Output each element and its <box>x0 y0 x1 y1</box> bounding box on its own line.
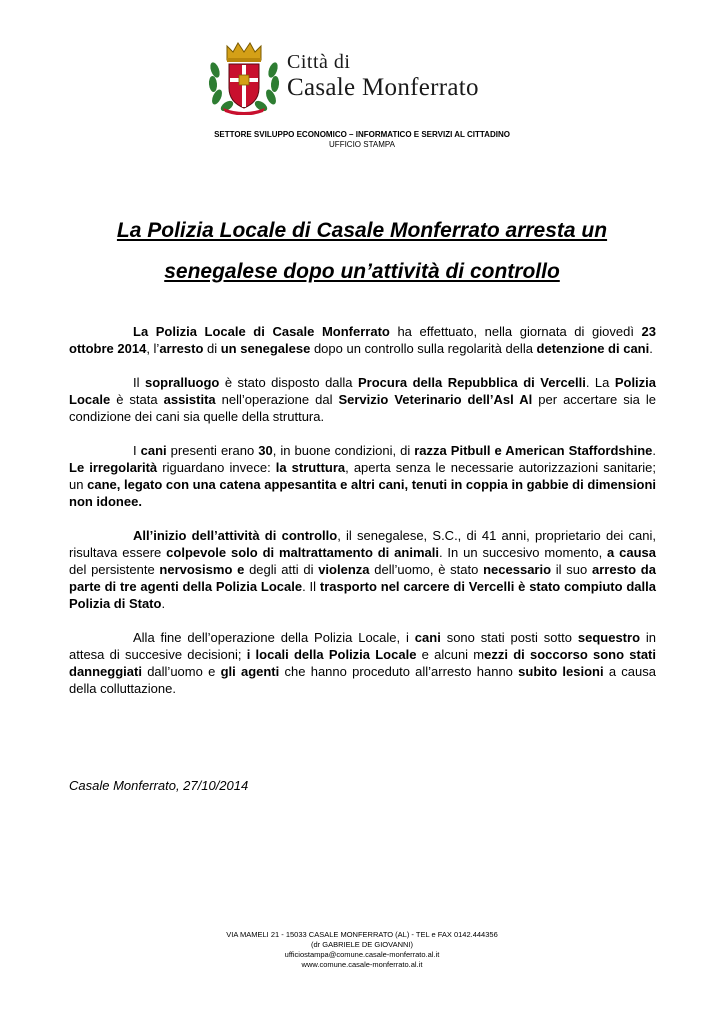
text-run: è stato disposto dalla <box>219 375 359 390</box>
footer-email: ufficiostampa@comune.casale-monferrato.al.it <box>284 950 440 959</box>
footer-address: VIA MAMELI 21 - 15033 CASALE MONFERRATO (AL) - TEL e FAX 0142.444356 <box>226 930 498 939</box>
place-date: Casale Monferrato, 27/10/2014 <box>69 778 249 793</box>
logo-line2: Casale Monferrato <box>287 74 479 101</box>
bold-text: cane, legato con una catena appesantita e altri cani, tenuti in coppia in gabbie di dimensioni non idonee. <box>69 477 656 509</box>
press-release-title <box>60 210 664 292</box>
bold-text: All’inizio dell’attività di controllo <box>133 528 338 543</box>
bold-text: arresto <box>159 341 204 356</box>
text-run: nell’operazione dal <box>215 392 339 407</box>
footer <box>0 930 724 970</box>
bold-text: nervosismo e <box>159 562 245 577</box>
text-run: in attesa di succesive decisioni; <box>69 630 657 662</box>
bold-text: razza Pitbull e American Staffordshine <box>414 443 653 458</box>
text-run: dall’uomo e <box>141 664 221 679</box>
text-run: presenti erano <box>166 443 259 458</box>
body-paragraph <box>69 527 656 612</box>
office-name: UFFICIO STAMPA <box>329 140 395 149</box>
bold-text: colpevole solo di maltrattamento di animali <box>166 545 439 560</box>
text-run: degli atti di <box>244 562 319 577</box>
text-run: . <box>652 443 656 458</box>
text-run: , l’ <box>146 341 160 356</box>
bold-text: necessario <box>483 562 552 577</box>
coat-of-arms-icon <box>205 40 283 115</box>
text-run: . La <box>585 375 615 390</box>
bold-text: 30 <box>258 443 273 458</box>
text-run: . <box>649 341 653 356</box>
text-run: a causa della colluttazione. <box>69 664 656 696</box>
text-run: . Il <box>302 579 320 594</box>
footer-website: www.comune.casale-monferrato.al.it <box>301 960 423 969</box>
footer-contact-person: (dr GABRIELE DE GIOVANNI) <box>311 940 413 949</box>
text-run: il suo <box>551 562 592 577</box>
text-run: . In un succesivo momento, <box>438 545 608 560</box>
bold-text: ezzi di soccorso sono stati danneggiati <box>69 647 656 679</box>
bold-text: Servizio Veterinario dell’Asl Al <box>338 392 533 407</box>
bold-text: cani <box>414 630 441 645</box>
bold-text: i locali della Polizia Locale <box>246 647 417 662</box>
bold-text: 23 ottobre 2014 <box>69 324 657 356</box>
department-name: SETTORE SVILUPPO ECONOMICO – INFORMATICO E SERVIZI AL CITTADINO <box>214 130 510 139</box>
body-paragraph <box>69 323 656 357</box>
text-run: del persistente <box>69 562 160 577</box>
bold-text: violenza <box>318 562 370 577</box>
bold-text: sequestro <box>577 630 641 645</box>
text-run: sono stati posti sotto <box>440 630 578 645</box>
bold-text: subito lesioni <box>518 664 604 679</box>
bold-text: a causa <box>607 545 656 560</box>
body-paragraph <box>69 374 656 425</box>
bold-text: cani <box>140 443 167 458</box>
text-run: e alcuni m <box>416 647 485 662</box>
title-line1: La Polizia Locale di Casale Monferrato arresta un <box>116 219 608 242</box>
text-run: è stata <box>110 392 164 407</box>
department-header <box>0 130 724 150</box>
bold-text: trasporto nel carcere di Vercelli è stato compiuto dalla Polizia di Stato <box>69 579 656 611</box>
bold-text: gli agenti <box>220 664 280 679</box>
bold-text: La Polizia Locale di Casale Monferrato <box>133 324 390 339</box>
bold-text: detenzione di cani <box>536 341 650 356</box>
bold-text: assistita <box>163 392 216 407</box>
body-paragraph <box>69 442 656 510</box>
text-run: , aperta senza le necessarie autorizzazioni sanitarie; un <box>69 460 656 492</box>
text-run: , in buone condizioni, di <box>272 443 415 458</box>
city-logo <box>205 40 535 115</box>
bold-text: arresto da parte di tre agenti della Polizia Locale <box>69 562 656 594</box>
text-run: , il senegalese, S.C., di 41 anni, proprietario dei cani, risultava essere <box>69 528 656 560</box>
logo-text <box>287 52 479 100</box>
bold-text: la struttura <box>275 460 346 475</box>
bold-text: un senegalese <box>220 341 311 356</box>
bold-text: Polizia Locale <box>69 375 657 407</box>
text-run: Alla fine dell’operazione della Polizia Locale, i <box>133 630 415 645</box>
text-run: I <box>133 443 141 458</box>
text-run: ha effettuato, nella giornata di giovedì <box>389 324 642 339</box>
logo-line1: Città di <box>287 51 351 73</box>
text-run: Il <box>133 375 145 390</box>
bold-text: sopralluogo <box>144 375 220 390</box>
bold-text: Procura della Repubblica di Vercelli <box>358 375 586 390</box>
text-run: dell’uomo, è stato <box>369 562 484 577</box>
title-line2: senegalese dopo un’attività di controllo <box>164 260 560 283</box>
bold-text: Le irregolarità <box>69 460 158 475</box>
text-run: per accertare sia le condizione dei cani sia quelle della struttura. <box>69 392 657 424</box>
body-paragraph <box>69 629 656 697</box>
text-run: riguardano invece: <box>157 460 276 475</box>
press-release-body <box>69 323 656 714</box>
text-run: che hanno proceduto all’arresto hanno <box>279 664 519 679</box>
text-run: . <box>161 596 166 611</box>
text-run: dopo un controllo sulla regolarità della <box>310 341 537 356</box>
text-run: di <box>203 341 221 356</box>
